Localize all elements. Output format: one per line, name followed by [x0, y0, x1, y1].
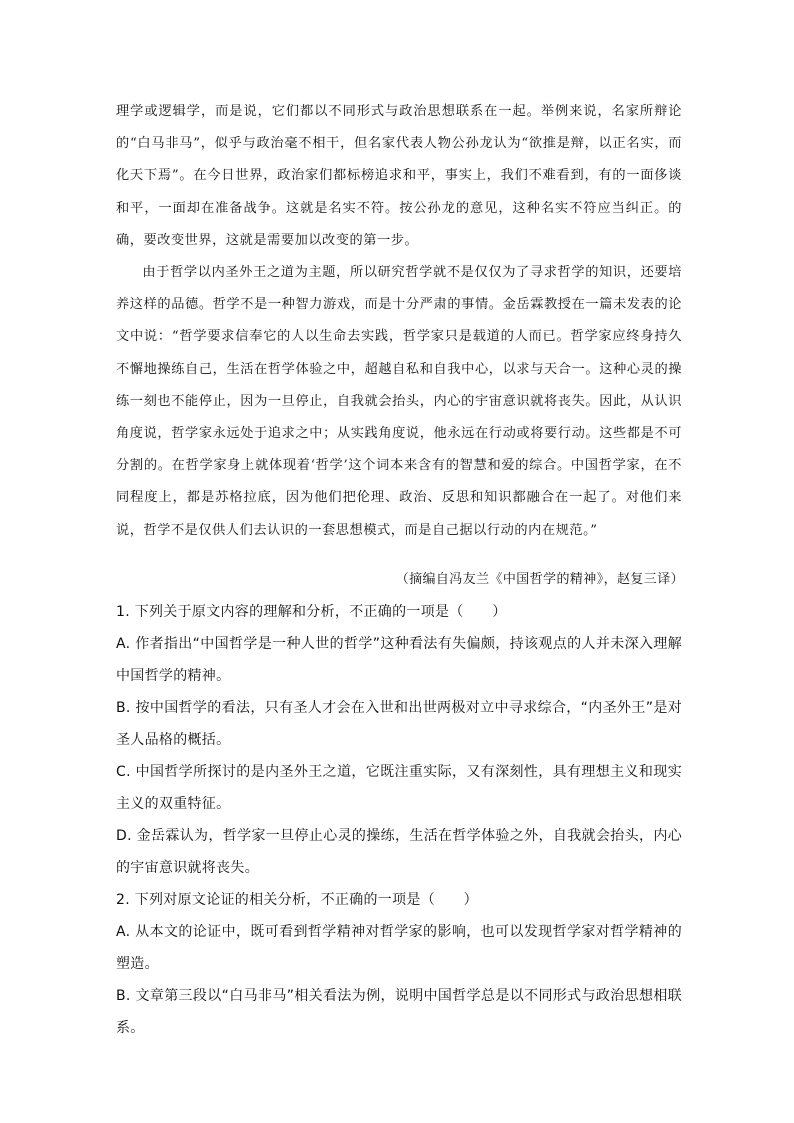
question-stem: 1. 下列关于原文内容的理解和分析，不正确的一项是（ ）	[116, 604, 507, 620]
question-option: A. 从本文的论证中，既可看到哲学精神对哲学家的影响，也可以发现哲学家对哲学精神的塑造。	[116, 924, 682, 972]
passage-paragraph: 理学或逻辑学，而是说，它们都以不同形式与政治思想联系在一起。举例来说，名家所辩论的“白马非马”，似乎与政治毫不相干，但名家代表人物公孙龙认为“欲推是辩，以正名实，而化天下焉”。在今日世界，政治家们都标榜追求和平，事实上，我们不难看到，有的一面侈谈和平，一面却在准备战争。这就是名实不符。按公孙龙的意见，这种名实不符应当纠正。的确，要改变世界，这就是需要加以改变的第一步。	[116, 104, 682, 248]
question-option: C. 中国哲学所探讨的是内圣外王之道，它既注重实际，又有深刻性，具有理想主义和现实主义的双重特征。	[116, 764, 682, 812]
questions-section	[116, 596, 682, 1044]
question-stem: 2. 下列对原文论证的相关分析，不正确的一项是（ ）	[116, 892, 478, 908]
question-option: B. 文章第三段以“白马非马”相关看法为例，说明中国哲学总是以不同形式与政治思想相联系。	[116, 988, 682, 1036]
passage-source: （摘编自冯友兰《中国哲学的精神》，赵复三译）	[395, 572, 684, 587]
passage-paragraph: 由于哲学以内圣外王之道为主题，所以研究哲学就不是仅仅为了寻求哲学的知识，还要培养这样的品德。哲学不是一种智力游戏，而是十分严肃的事情。金岳霖教授在一篇未发表的论文中说：“哲学要求信奉它的人以生命去实践，哲学家只是载道的人而已。哲学家应终身持久不懈地操练自己，生活在哲学体验之中，超越自私和自我中心，以求与天合一。这种心灵的操练一刻也不能停止，因为一旦停止，自我就会抬头，内心的宇宙意识就将丧失。因此，从认识角度说，哲学家永远处于追求之中；从实践角度说，他永远在行动或将要行动。这些都是不可分割的。在哲学家身上就体现着‘哲学’这个词本来含有的智慧和爱的综合。中国哲学家，在不同程度上，都是苏格拉底，因为他们把伦理、政治、反思和知识都融合在一起了。对他们来说，哲学不是仅供人们去认识的一套思想模式，而是自己据以行动的内在规范。”	[116, 265, 682, 538]
question-option: B. 按中国哲学的看法，只有圣人才会在入世和出世两极对立中寻求综合，“内圣外王”是对圣人品格的概括。	[116, 700, 682, 748]
question-option: A. 作者指出“中国哲学是一种人世的哲学”这种看法有失偏颇，持该观点的人并未深入理解中国哲学的精神。	[116, 636, 682, 684]
question-option: D. 金岳霖认为，哲学家一旦停止心灵的操练，生活在哲学体验之外，自我就会抬头，内心的宇宙意识就将丧失。	[116, 828, 682, 876]
reading-passage	[116, 96, 682, 547]
